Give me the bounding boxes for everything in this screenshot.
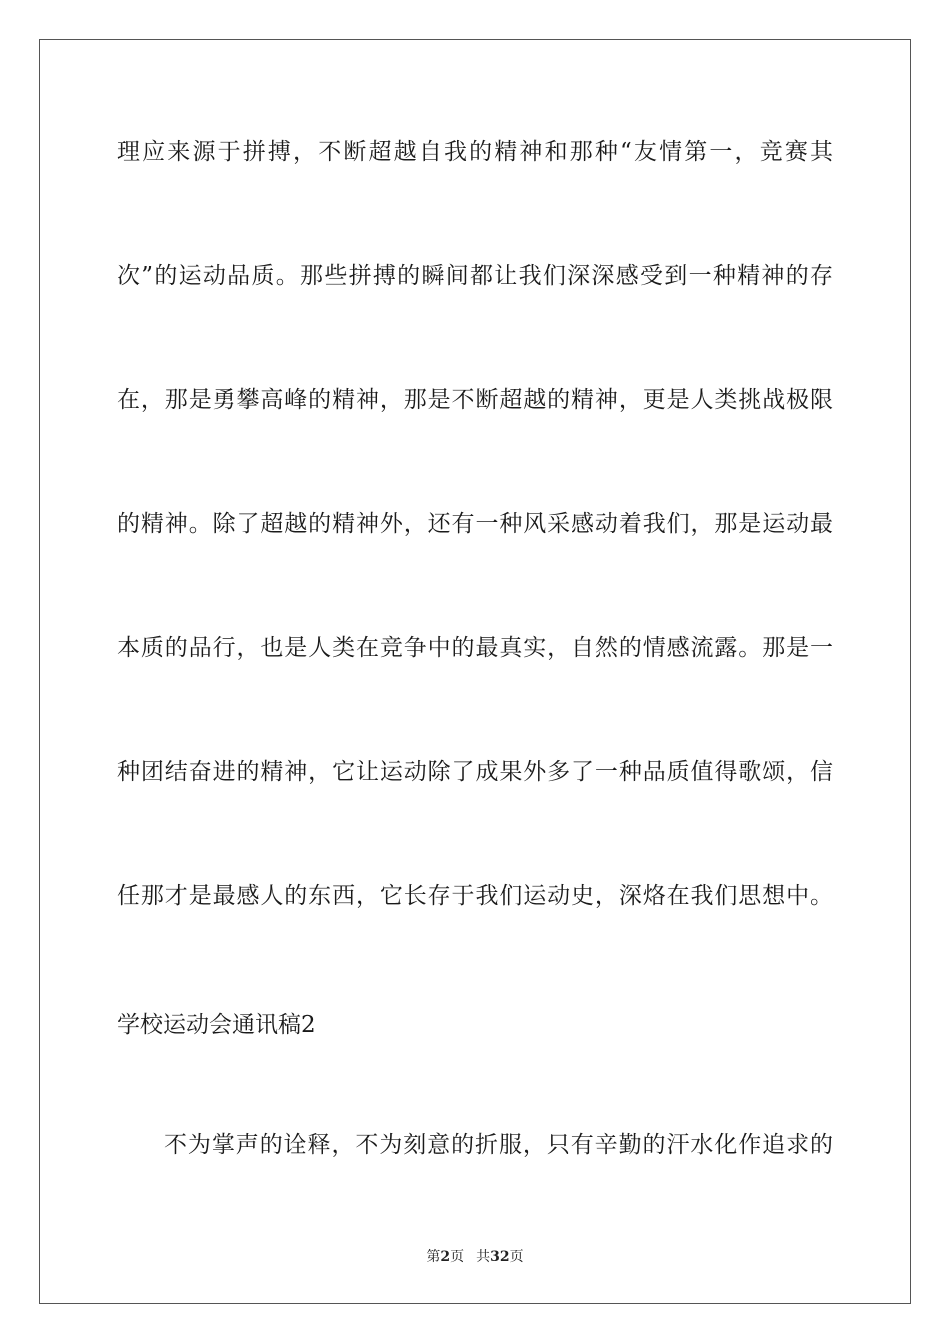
page-footer bbox=[0, 1248, 950, 1266]
section-heading: 学校运动会通讯稿2 bbox=[117, 1012, 316, 1038]
paragraph-line-2: 次”的运动品质。那些拼搏的瞬间都让我们深深感受到一种精神的存 bbox=[117, 263, 833, 289]
footer-total-suffix: 页 bbox=[509, 1249, 524, 1265]
footer-page-suffix: 页 bbox=[450, 1249, 465, 1265]
page-border bbox=[39, 39, 911, 1304]
footer-page-number: 2 bbox=[440, 1249, 451, 1265]
footer-total-pages: 32 bbox=[490, 1249, 510, 1265]
paragraph-line-1: 理应来源于拼搏，不断超越自我的精神和那种“友情第一，竞赛其 bbox=[117, 139, 833, 165]
paragraph-line-4: 的精神。除了超越的精神外，还有一种风采感动着我们，那是运动最 bbox=[117, 511, 833, 537]
next-paragraph-first-line: 不为掌声的诠释，不为刻意的折服，只有辛勤的汗水化作追求的 bbox=[164, 1132, 833, 1158]
paragraph-line-5: 本质的品行，也是人类在竞争中的最真实，自然的情感流露。那是一 bbox=[117, 635, 833, 661]
paragraph-line-6: 种团结奋进的精神，它让运动除了成果外多了一种品质值得歌颂，信 bbox=[117, 759, 833, 785]
footer-page-prefix: 第 bbox=[426, 1249, 441, 1265]
paragraph-line-3: 在，那是勇攀高峰的精神，那是不断超越的精神，更是人类挑战极限 bbox=[117, 387, 833, 413]
paragraph-line-7: 任那才是最感人的东西，它长存于我们运动史，深烙在我们思想中。 bbox=[117, 883, 833, 909]
footer-total-prefix: 共 bbox=[476, 1249, 491, 1265]
